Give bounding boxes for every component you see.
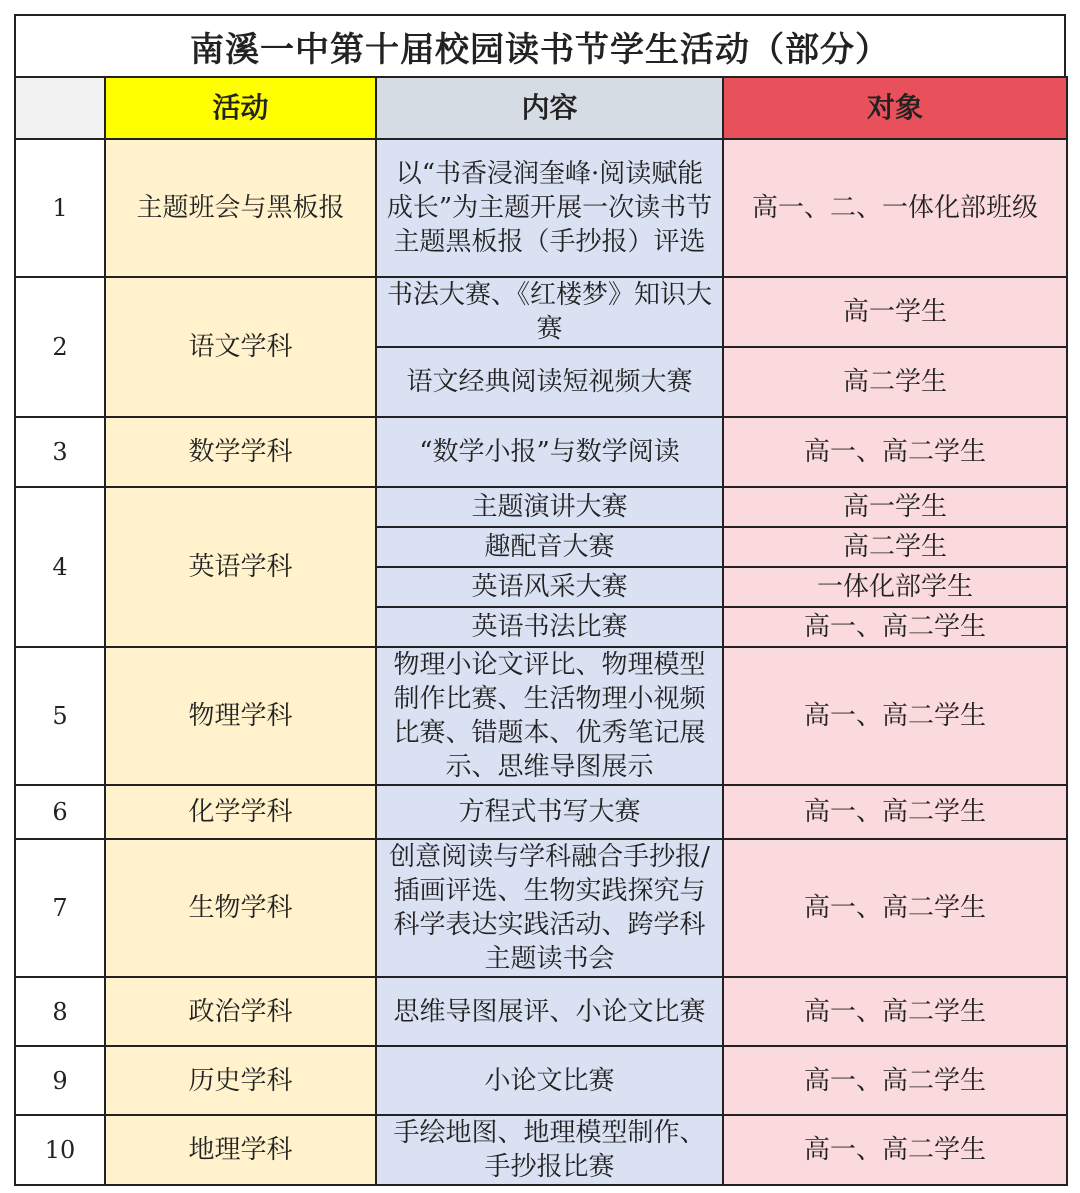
row-content: “数学小报”与数学阅读 xyxy=(376,417,723,487)
row-target: 高一、二、一体化部班级 xyxy=(723,139,1067,277)
row-target: 高二学生 xyxy=(723,347,1067,417)
table-row xyxy=(15,277,1067,347)
sheet-title: 南溪一中第十届校园读书节学生活动（部分） xyxy=(14,14,1066,76)
table-row xyxy=(15,417,1067,487)
row-content: 方程式书写大赛 xyxy=(376,785,723,839)
row-index: 7 xyxy=(15,839,105,977)
row-activity: 生物学科 xyxy=(105,839,376,977)
table-row xyxy=(15,1046,1067,1115)
row-content: 英语风采大赛 xyxy=(376,567,723,607)
row-activity: 历史学科 xyxy=(105,1046,376,1115)
header-target: 对象 xyxy=(723,77,1067,139)
header-activity: 活动 xyxy=(105,77,376,139)
row-target: 一体化部学生 xyxy=(723,567,1067,607)
row-target: 高一、高二学生 xyxy=(723,1115,1067,1185)
activity-sheet xyxy=(14,14,1066,1186)
row-content: 英语书法比赛 xyxy=(376,607,723,647)
row-target: 高一、高二学生 xyxy=(723,647,1067,785)
row-index: 10 xyxy=(15,1115,105,1185)
row-target: 高一、高二学生 xyxy=(723,785,1067,839)
row-content: 趣配音大赛 xyxy=(376,527,723,567)
row-content: 主题演讲大赛 xyxy=(376,487,723,527)
header-index xyxy=(15,77,105,139)
row-activity: 英语学科 xyxy=(105,487,376,647)
row-activity: 主题班会与黑板报 xyxy=(105,139,376,277)
row-content: 书法大赛、《红楼梦》知识大赛 xyxy=(376,277,723,347)
header-row xyxy=(15,77,1067,139)
table-row xyxy=(15,977,1067,1046)
row-target: 高一、高二学生 xyxy=(723,607,1067,647)
row-index: 3 xyxy=(15,417,105,487)
row-target: 高一学生 xyxy=(723,487,1067,527)
row-activity: 语文学科 xyxy=(105,277,376,417)
row-activity: 地理学科 xyxy=(105,1115,376,1185)
table-row xyxy=(15,839,1067,977)
row-content: 手绘地图、地理模型制作、手抄报比赛 xyxy=(376,1115,723,1185)
row-content: 语文经典阅读短视频大赛 xyxy=(376,347,723,417)
row-activity: 化学学科 xyxy=(105,785,376,839)
row-target: 高一、高二学生 xyxy=(723,977,1067,1046)
header-content: 内容 xyxy=(376,77,723,139)
row-content: 小论文比赛 xyxy=(376,1046,723,1115)
row-index: 5 xyxy=(15,647,105,785)
row-index: 9 xyxy=(15,1046,105,1115)
row-index: 2 xyxy=(15,277,105,417)
table-row xyxy=(15,647,1067,785)
table-row xyxy=(15,487,1067,527)
table-row xyxy=(15,1115,1067,1185)
row-target: 高一学生 xyxy=(723,277,1067,347)
row-activity: 物理学科 xyxy=(105,647,376,785)
row-activity: 政治学科 xyxy=(105,977,376,1046)
row-content: 物理小论文评比、物理模型制作比赛、生活物理小视频比赛、错题本、优秀笔记展示、思维导图展示 xyxy=(376,647,723,785)
row-index: 4 xyxy=(15,487,105,647)
table-row xyxy=(15,785,1067,839)
row-target: 高一、高二学生 xyxy=(723,1046,1067,1115)
row-index: 1 xyxy=(15,139,105,277)
activity-table xyxy=(14,76,1068,1186)
row-target: 高一、高二学生 xyxy=(723,417,1067,487)
row-content: 思维导图展评、小论文比赛 xyxy=(376,977,723,1046)
row-content: 创意阅读与学科融合手抄报/插画评选、生物实践探究与科学表达实践活动、跨学科主题读书会 xyxy=(376,839,723,977)
row-activity: 数学学科 xyxy=(105,417,376,487)
row-index: 6 xyxy=(15,785,105,839)
row-target: 高一、高二学生 xyxy=(723,839,1067,977)
table-row xyxy=(15,139,1067,277)
row-content: 以“书香浸润奎峰·阅读赋能成长”为主题开展一次读书节主题黑板报（手抄报）评选 xyxy=(376,139,723,277)
row-index: 8 xyxy=(15,977,105,1046)
row-target: 高二学生 xyxy=(723,527,1067,567)
